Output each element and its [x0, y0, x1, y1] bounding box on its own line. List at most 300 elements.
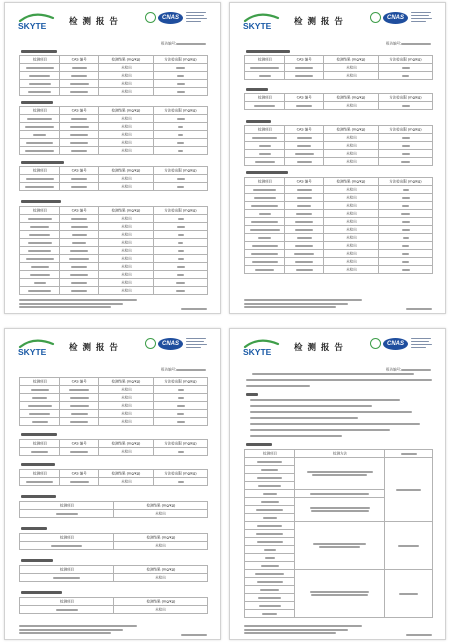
- table-row: [20, 448, 208, 456]
- cnas-logo: CNAS: [158, 338, 183, 350]
- cell-text: [32, 421, 48, 423]
- method-item-cell: [245, 458, 295, 466]
- table-header-cell: [99, 56, 154, 64]
- table-cell: [99, 123, 154, 131]
- analyte-name: [257, 525, 282, 527]
- table-row: [245, 258, 433, 266]
- method-standard: [319, 546, 360, 548]
- test-results-table: [19, 206, 208, 295]
- cell-text: [251, 205, 278, 207]
- table-cell: [20, 147, 60, 155]
- table-cell: [324, 234, 379, 242]
- table-row: [245, 226, 433, 234]
- table-header-text: 检测项目: [59, 567, 74, 572]
- table-header-cell: [285, 126, 324, 134]
- table-cell: [60, 418, 99, 426]
- table-cell: [154, 402, 208, 410]
- methods-header-text: 检测项目: [262, 451, 277, 456]
- skyte-logo: [240, 11, 284, 31]
- ilac-mra-logo: [370, 338, 381, 349]
- table-row: [245, 72, 433, 80]
- footer-note-line: [19, 299, 137, 301]
- cell-text: [28, 91, 51, 93]
- table-header-cell: [379, 56, 433, 64]
- table-header-text: 方法检出限 (mg/kg): [389, 57, 422, 62]
- table-cell: [60, 478, 99, 486]
- cell-text: [403, 237, 409, 239]
- test-results-table: [19, 469, 208, 486]
- table-cell: [285, 266, 324, 274]
- method-standard: [312, 474, 367, 476]
- result-value: 未检出: [155, 607, 166, 612]
- report-number-value: [176, 43, 206, 45]
- cell-text: [178, 481, 184, 483]
- cell-text: [177, 413, 184, 415]
- footer-note-line: [244, 303, 348, 305]
- result-value: 未检出: [345, 235, 357, 240]
- table-cell: [154, 386, 208, 394]
- cell-text: [26, 67, 54, 69]
- cell-text: [250, 67, 279, 69]
- table-header-cell: [20, 207, 60, 215]
- table-cell: [379, 194, 433, 202]
- cell-text: [251, 221, 278, 223]
- cell-text: [402, 261, 409, 263]
- result-value: 未检出: [345, 159, 357, 164]
- methods-header-cell: [295, 450, 385, 458]
- method-item-cell: [245, 578, 295, 586]
- table-row: [20, 80, 208, 88]
- section-heading: [246, 120, 271, 123]
- cell-text: [251, 253, 278, 255]
- table-row: [20, 255, 208, 263]
- table-cell: [99, 478, 154, 486]
- table-cell: [154, 147, 208, 155]
- cnas-mark-text: [186, 338, 206, 339]
- analyte-name: [257, 477, 282, 479]
- result-value: 未检出: [345, 187, 357, 192]
- cnas-logo: CNAS: [383, 12, 408, 24]
- analyte-name: [257, 581, 283, 583]
- table-header-cell: [324, 178, 379, 186]
- table-row: [20, 574, 208, 582]
- methods-header-cell: [245, 450, 295, 458]
- cell-text: [178, 218, 184, 220]
- remarks-line: [250, 399, 400, 401]
- cnas-mark-text: [186, 15, 204, 16]
- table-cell: [60, 287, 99, 295]
- cell-text: [402, 153, 410, 155]
- cnas-mark-text: [411, 21, 426, 22]
- cnas-mark-text: [186, 21, 201, 22]
- table-cell: [60, 123, 99, 131]
- result-value: 未检出: [345, 195, 357, 200]
- table-row: [20, 542, 208, 550]
- table-header-cell: [20, 167, 60, 175]
- table-cell: [99, 255, 154, 263]
- cell-text: [33, 134, 46, 136]
- cell-text: [29, 234, 50, 236]
- table-header-cell: [60, 207, 99, 215]
- result-value: 未检出: [120, 264, 132, 269]
- report-number-value: [401, 369, 431, 371]
- cell-text: [296, 213, 312, 215]
- method-standard-cell: [295, 522, 385, 570]
- test-results-table: [19, 501, 208, 518]
- cnas-mark-text: [186, 18, 207, 19]
- table-header-text: CAS 编号: [71, 57, 87, 62]
- result-value: 未检出: [120, 232, 132, 237]
- table-cell: [154, 231, 208, 239]
- table-cell: [60, 239, 99, 247]
- result-value: 未检出: [120, 184, 132, 189]
- footer-note-line: [244, 625, 362, 627]
- cell-text: [70, 397, 89, 399]
- table-header-text: CAS 编号: [71, 208, 87, 213]
- table-cell: [20, 606, 114, 614]
- cell-text: [177, 178, 185, 180]
- table-row: [245, 266, 433, 274]
- section-heading: [246, 50, 290, 53]
- section-heading: [21, 200, 61, 203]
- result-value: 未检出: [120, 240, 132, 245]
- table-header-text: 检测项目: [257, 127, 272, 132]
- method-item-cell: [245, 610, 295, 618]
- table-cell: [60, 64, 99, 72]
- table-cell: [154, 287, 208, 295]
- table-header-cell: [20, 598, 114, 606]
- table-cell: [324, 134, 379, 142]
- table-header-cell: [99, 107, 154, 115]
- cell-text: [28, 290, 51, 292]
- table-header-text: 方法检出限 (mg/kg): [389, 127, 422, 132]
- table-row: [245, 194, 433, 202]
- table-header-cell: [324, 94, 379, 102]
- skyte-logo: [240, 337, 284, 357]
- method-standard: [311, 594, 368, 596]
- footer-note-line: [19, 632, 111, 634]
- method-item-cell: [245, 562, 295, 570]
- page-number: [406, 308, 432, 310]
- test-results-table: [19, 533, 208, 550]
- result-value: 未检出: [120, 176, 132, 181]
- table-header-text: CAS 编号: [296, 57, 312, 62]
- table-cell: [99, 418, 154, 426]
- table-header-text: 方法检出限 (mg/kg): [164, 471, 197, 476]
- cell-text: [69, 389, 89, 391]
- table-header-cell: [99, 378, 154, 386]
- table-cell: [379, 266, 433, 274]
- analyte-name: [263, 493, 277, 495]
- table-header-cell: [285, 94, 324, 102]
- cell-text: [295, 229, 313, 231]
- test-results-table: [19, 106, 208, 155]
- page-number: [181, 308, 207, 310]
- table-cell: [285, 202, 324, 210]
- cell-text: [25, 150, 54, 152]
- result-value: 未检出: [345, 243, 357, 248]
- cell-text: [402, 67, 410, 69]
- table-cell: [154, 115, 208, 123]
- result-value: 未检出: [155, 511, 166, 516]
- test-results-table: [19, 565, 208, 582]
- table-row: [20, 478, 208, 486]
- method-item-cell: [245, 514, 295, 522]
- result-value: 未检出: [120, 73, 132, 78]
- table-cell: [154, 239, 208, 247]
- report-number-value: [176, 369, 206, 371]
- footer-note-line: [19, 625, 137, 627]
- cell-text: [70, 481, 89, 483]
- cell-text: [297, 137, 312, 139]
- cnas-mark-text: [411, 12, 431, 13]
- table-header-text: 检测结果 (mg/kg): [146, 567, 175, 572]
- table-cell: [99, 175, 154, 183]
- table-cell: [99, 139, 154, 147]
- cnas-mark-text: [411, 18, 432, 19]
- cell-text: [177, 75, 184, 77]
- table-cell: [379, 202, 433, 210]
- table-cell: [60, 72, 99, 80]
- section-heading: [21, 559, 53, 562]
- method-item-cell: [245, 474, 295, 482]
- cell-text: [402, 253, 409, 255]
- table-cell: [60, 263, 99, 271]
- table-cell: [20, 80, 60, 88]
- cell-text: [70, 134, 88, 136]
- cell-text: [70, 91, 88, 93]
- method-standard: [311, 510, 369, 512]
- table-cell: [99, 271, 154, 279]
- table-cell: [20, 448, 60, 456]
- table-cell: [245, 142, 285, 150]
- table-cell: [99, 64, 154, 72]
- cell-text: [32, 397, 47, 399]
- table-cell: [285, 194, 324, 202]
- table-cell: [99, 215, 154, 223]
- table-cell: [154, 183, 208, 191]
- cell-text: [402, 221, 410, 223]
- result-value: 未检出: [120, 148, 132, 153]
- table-cell: [20, 175, 60, 183]
- table-header-text: CAS 编号: [71, 168, 87, 173]
- table-cell: [245, 186, 285, 194]
- table-row: [20, 386, 208, 394]
- table-cell: [245, 218, 285, 226]
- cell-text: [178, 150, 183, 152]
- cell-text: [178, 126, 183, 128]
- table-row: [245, 102, 433, 110]
- table-header-text: 检测项目: [59, 503, 74, 508]
- table-row: [245, 202, 433, 210]
- cnas-logo: CNAS: [383, 338, 408, 350]
- table-header-text: 检测项目: [32, 168, 47, 173]
- table-cell: [379, 234, 433, 242]
- cell-text: [402, 197, 410, 199]
- table-cell: [60, 223, 99, 231]
- table-cell: [60, 448, 99, 456]
- table-cell: [154, 279, 208, 287]
- table-cell: [99, 223, 154, 231]
- table-cell: [154, 80, 208, 88]
- method-item-cell: [245, 602, 295, 610]
- cell-text: [297, 189, 312, 191]
- table-cell: [60, 386, 99, 394]
- table-header-cell: [285, 178, 324, 186]
- cell-text: [71, 150, 87, 152]
- cell-text: [25, 186, 54, 188]
- table-header-text: CAS 编号: [296, 127, 312, 132]
- table-cell: [99, 147, 154, 155]
- table-cell: [20, 386, 60, 394]
- table-cell: [324, 258, 379, 266]
- cell-text: [177, 266, 185, 268]
- table-cell: [154, 255, 208, 263]
- cell-text: [295, 153, 314, 155]
- methods-heading: [246, 443, 272, 446]
- cell-text: [178, 234, 184, 236]
- report-page-4: [229, 328, 446, 640]
- method-item-cell: [245, 538, 295, 546]
- cell-text: [177, 91, 185, 93]
- result-value: 未检出: [120, 81, 132, 86]
- table-cell: [20, 410, 60, 418]
- table-header-cell: [20, 502, 114, 510]
- cell-text: [71, 75, 87, 77]
- result-value: 未检出: [120, 288, 132, 293]
- method-item-cell: [245, 466, 295, 474]
- cnas-mark-text: [411, 15, 429, 16]
- table-cell: [20, 478, 60, 486]
- table-cell: [245, 72, 285, 80]
- cell-text: [252, 137, 277, 139]
- summary-line: [246, 385, 310, 387]
- cell-text: [71, 266, 87, 268]
- cell-text: [259, 153, 271, 155]
- table-cell: [154, 223, 208, 231]
- table-cell: [379, 72, 433, 80]
- result-value: 未检出: [120, 248, 132, 253]
- analyte-name: [257, 461, 282, 463]
- table-cell: [114, 606, 208, 614]
- table-cell: [20, 247, 60, 255]
- cell-text: [255, 161, 275, 163]
- cell-text: [259, 75, 271, 77]
- table-cell: [20, 287, 60, 295]
- table-cell: [154, 448, 208, 456]
- table-header-text: 检测项目: [59, 599, 74, 604]
- table-cell: [324, 242, 379, 250]
- table-header-cell: [99, 440, 154, 448]
- result-value: 未检出: [120, 140, 132, 145]
- table-cell: [60, 147, 99, 155]
- section-heading: [246, 171, 288, 174]
- result-value: 未检出: [345, 267, 357, 272]
- table-header-text: 检测项目: [32, 208, 47, 213]
- result-value: 未检出: [345, 151, 357, 156]
- table-cell: [20, 418, 60, 426]
- table-row: [20, 606, 208, 614]
- cell-text: [297, 161, 312, 163]
- table-header-row: [20, 566, 208, 574]
- table-header-text: CAS 编号: [296, 179, 312, 184]
- cell-text: [26, 142, 53, 144]
- table-cell: [379, 134, 433, 142]
- section-heading: [21, 101, 53, 104]
- table-cell: [60, 139, 99, 147]
- table-cell: [324, 102, 379, 110]
- table-header-row: [20, 207, 208, 215]
- remarks-line: [250, 435, 342, 437]
- result-value: 未检出: [120, 395, 132, 400]
- table-cell: [99, 394, 154, 402]
- method-standard: [313, 543, 366, 545]
- table-row: [20, 231, 208, 239]
- method-item-cell: [245, 546, 295, 554]
- result-value: 未检出: [345, 211, 357, 216]
- table-row: [20, 402, 208, 410]
- skyte-logo-text: SKYTE: [243, 347, 272, 357]
- table-header-row: [245, 56, 433, 64]
- table-header-cell: [324, 56, 379, 64]
- table-cell: [379, 150, 433, 158]
- table-header-cell: [20, 378, 60, 386]
- table-row: [245, 234, 433, 242]
- table-header-cell: [99, 207, 154, 215]
- method-equipment: [398, 545, 419, 547]
- analyte-name: [256, 533, 283, 535]
- cell-text: [258, 237, 271, 239]
- table-cell: [285, 258, 324, 266]
- cell-text: [70, 83, 89, 85]
- table-header-cell: [379, 126, 433, 134]
- cell-text: [70, 451, 88, 453]
- table-cell: [20, 139, 60, 147]
- result-value: 未检出: [345, 251, 357, 256]
- footer-note-line: [19, 306, 111, 308]
- method-standard: [307, 471, 373, 473]
- result-value: 未检出: [345, 73, 357, 78]
- analyte-name: [257, 541, 283, 543]
- cell-text: [56, 609, 78, 611]
- cell-text: [31, 266, 49, 268]
- table-cell: [154, 72, 208, 80]
- cnas-mark-text: [411, 341, 429, 342]
- table-cell: [20, 88, 60, 96]
- table-header-cell: [245, 94, 285, 102]
- table-header-text: CAS 编号: [71, 379, 87, 384]
- test-results-table: [19, 55, 208, 96]
- table-header-text: 检测结果 (mg/kg): [146, 599, 175, 604]
- table-cell: [154, 271, 208, 279]
- cell-text: [70, 142, 88, 144]
- table-header-text: 检测结果 (mg/kg): [336, 57, 366, 62]
- cell-text: [253, 189, 276, 191]
- report-number-label: 报告编号:: [385, 41, 401, 46]
- cell-text: [401, 213, 410, 215]
- cell-text: [28, 218, 52, 220]
- table-cell: [154, 131, 208, 139]
- table-header-cell: [324, 126, 379, 134]
- remarks-line: [250, 429, 390, 431]
- table-cell: [154, 64, 208, 72]
- table-cell: [285, 226, 324, 234]
- table-row: [20, 394, 208, 402]
- cell-text: [254, 197, 276, 199]
- table-cell: [154, 139, 208, 147]
- remarks-line: [250, 405, 372, 407]
- table-header-text: 检测项目: [32, 441, 47, 446]
